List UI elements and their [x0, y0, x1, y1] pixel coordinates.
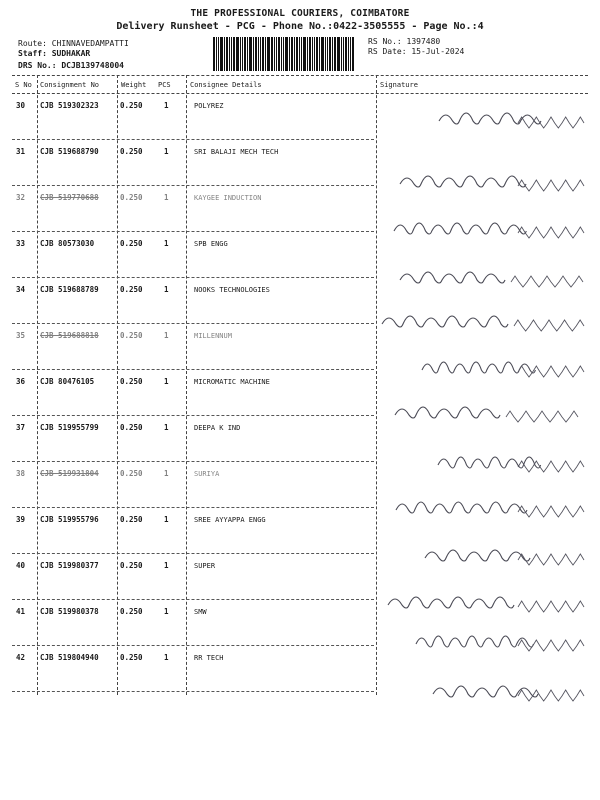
weight-value: 0.250: [120, 515, 143, 524]
pcs-value: 1: [164, 147, 169, 156]
pcs-value: 1: [164, 653, 169, 662]
weight-value: 0.250: [120, 331, 143, 340]
col-pcs: PCS: [158, 81, 171, 89]
handwritten-signature: [398, 262, 588, 292]
rs-date: RS Date: 15-Jul-2024: [368, 47, 465, 56]
handwritten-signature: [414, 626, 588, 656]
consignment-number: CJB 80476105: [40, 377, 95, 386]
row-sno: 38: [16, 469, 26, 478]
weight-value: 0.250: [120, 239, 143, 248]
consignment-number: CJB 519955799: [40, 423, 99, 432]
consignment-number: CJB 80573030: [40, 239, 95, 248]
pcs-value: 1: [164, 285, 169, 294]
consignee-name: SUPER: [194, 562, 216, 570]
consignee-name: MICROMATIC MACHINE: [194, 378, 270, 386]
rs-number: RS No.: 1397480: [368, 37, 441, 46]
weight-value: 0.250: [120, 101, 143, 110]
handwritten-signature: [420, 352, 588, 382]
pcs-value: 1: [164, 239, 169, 248]
weight-value: 0.250: [120, 561, 143, 570]
consignee-name: NOOKS TECHNOLOGIES: [194, 286, 270, 294]
pcs-value: 1: [164, 423, 169, 432]
handwritten-signature: [386, 587, 588, 617]
route-label: Route: CHINNAVEDAMPATTI: [18, 39, 129, 48]
handwritten-signature: [436, 447, 588, 477]
consignment-number: CJB 519688789: [40, 285, 99, 294]
consignee-name: SURIYA: [194, 470, 220, 478]
consignment-number: CJB 519804940: [40, 653, 99, 662]
consignment-number: CJB 519302323: [40, 101, 99, 110]
consignment-number: CJB 519955796: [40, 515, 99, 524]
weight-value: 0.250: [120, 377, 143, 386]
row-sno: 37: [16, 423, 26, 432]
row-sno: 36: [16, 377, 26, 386]
barcode: [213, 37, 363, 71]
col-consignee: Consignee Details: [190, 81, 262, 89]
weight-value: 0.250: [120, 423, 143, 432]
handwritten-signature: [431, 676, 588, 706]
pcs-value: 1: [164, 561, 169, 570]
row-sno: 34: [16, 285, 26, 294]
handwritten-signature: [380, 306, 588, 336]
weight-value: 0.250: [120, 653, 143, 662]
consignment-number: CJB 519931804: [40, 469, 99, 478]
row-sno: 41: [16, 607, 26, 616]
consignment-number: CJB 519770688: [40, 193, 99, 202]
pcs-value: 1: [164, 607, 169, 616]
handwritten-signature: [423, 540, 588, 570]
consignee-name: SPB ENGG: [194, 240, 228, 248]
row-sno: 30: [16, 101, 26, 110]
weight-value: 0.250: [120, 607, 143, 616]
consignee-name: MILLENNUM: [194, 332, 232, 340]
consignee-name: SMW: [194, 608, 207, 616]
pcs-value: 1: [164, 377, 169, 386]
weight-value: 0.250: [120, 469, 143, 478]
handwritten-signature: [437, 103, 588, 133]
weight-value: 0.250: [120, 147, 143, 156]
col-consignment: Consignment No: [40, 81, 100, 89]
col-weight: Weight: [121, 81, 147, 89]
runsheet-title: Delivery Runsheet - PCG - Phone No.:0422-3505555 - Page No.:4: [116, 21, 484, 32]
consignee-name: SRI BALAJI MECH TECH: [194, 148, 279, 156]
handwritten-signature: [398, 166, 588, 196]
company-name: THE PROFESSIONAL COURIERS, COIMBATORE: [190, 8, 410, 19]
weight-value: 0.250: [120, 193, 143, 202]
consignee-name: RR TECH: [194, 654, 224, 662]
consignment-number: CJB 519688818: [40, 331, 99, 340]
col-signature: Signature: [380, 81, 418, 89]
consignee-name: DEEPA K IND: [194, 424, 241, 432]
row-sno: 42: [16, 653, 26, 662]
row-sno: 33: [16, 239, 26, 248]
staff-label: Staff: SUDHAKAR: [18, 49, 91, 58]
consignee-name: POLYREZ: [194, 102, 224, 110]
handwritten-signature: [394, 492, 588, 522]
handwritten-signature: [392, 213, 588, 243]
consignment-number: CJB 519688790: [40, 147, 99, 156]
pcs-value: 1: [164, 331, 169, 340]
row-sno: 35: [16, 331, 26, 340]
consignee-name: KAYGEE INDUCTION: [194, 194, 262, 202]
consignment-number: CJB 519980378: [40, 607, 99, 616]
pcs-value: 1: [164, 469, 169, 478]
drs-number: DRS No.: DCJB139748004: [18, 61, 124, 70]
table-top-rule: [12, 75, 588, 76]
weight-value: 0.250: [120, 285, 143, 294]
consignee-name: SREE AYYAPPA ENGG: [194, 516, 266, 524]
row-sno: 32: [16, 193, 26, 202]
col-sno: S No: [15, 81, 32, 89]
pcs-value: 1: [164, 193, 169, 202]
row-sno: 31: [16, 147, 26, 156]
pcs-value: 1: [164, 101, 169, 110]
consignment-number: CJB 519980377: [40, 561, 99, 570]
row-sno: 40: [16, 561, 26, 570]
pcs-value: 1: [164, 515, 169, 524]
row-divider: [12, 691, 374, 692]
row-sno: 39: [16, 515, 26, 524]
handwritten-signature: [393, 397, 588, 427]
